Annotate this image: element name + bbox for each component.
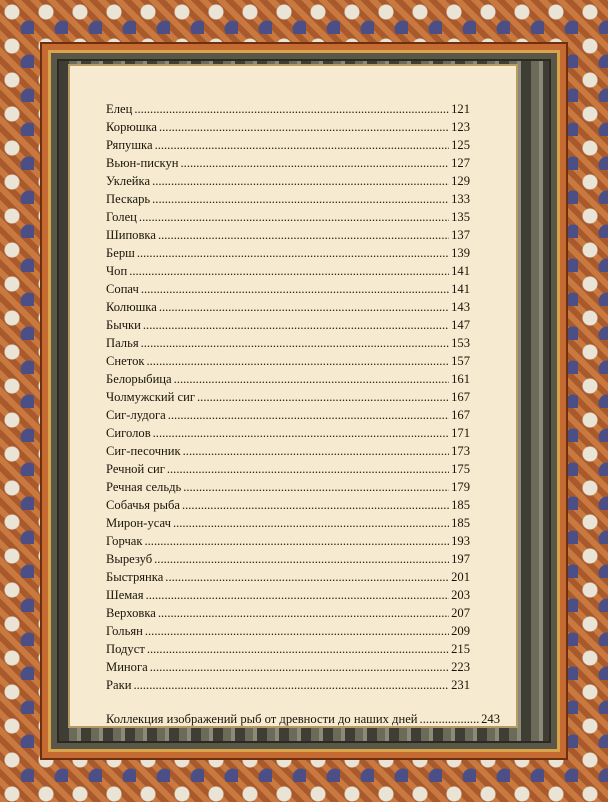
- dot-leader: [173, 514, 449, 532]
- toc-final-entry: [106, 710, 500, 728]
- toc-entry: [106, 136, 470, 154]
- toc-entry-page: 127: [451, 156, 470, 170]
- toc-entry-title: Подуст: [106, 642, 145, 656]
- toc-entry-page: 185: [451, 516, 470, 530]
- toc-entry-page: 203: [451, 588, 470, 602]
- toc-entry: [106, 622, 470, 640]
- dot-leader: [152, 172, 449, 190]
- toc-entry: [106, 262, 470, 280]
- toc-entry: [106, 442, 470, 460]
- toc-entry-title: Верховка: [106, 606, 156, 620]
- ornamental-frame: [40, 42, 568, 760]
- toc-entry: [106, 550, 470, 568]
- toc-entry-page: 197: [451, 552, 470, 566]
- toc-entry-title: Белорыбица: [106, 372, 172, 386]
- dot-leader: [146, 586, 450, 604]
- toc-entry-page: 137: [451, 228, 470, 242]
- toc-entry-page: 193: [451, 534, 470, 548]
- toc-entry-page: 179: [451, 480, 470, 494]
- toc-entry-page: 215: [451, 642, 470, 656]
- toc-entry-page: 133: [451, 192, 470, 206]
- dot-leader: [133, 676, 449, 694]
- toc-entry: [106, 676, 470, 694]
- toc-entry-title: Берш: [106, 246, 135, 260]
- toc-entry-page: 141: [451, 282, 470, 296]
- toc-entry-title: Быстрянка: [106, 570, 164, 584]
- dot-leader: [141, 334, 449, 352]
- toc-entry-title: Снеток: [106, 354, 145, 368]
- dot-leader: [145, 622, 449, 640]
- toc-entry: [106, 514, 470, 532]
- toc-entry-title: Собачья рыба: [106, 498, 180, 512]
- dot-leader: [165, 568, 449, 586]
- contents-panel: [68, 64, 518, 728]
- toc-entry-page: 129: [451, 174, 470, 188]
- toc-entry-page: 201: [451, 570, 470, 584]
- toc-entry-title: Голец: [106, 210, 137, 224]
- toc-entry-title: Речная сельдь: [106, 480, 182, 494]
- toc-entry: [106, 172, 470, 190]
- toc-entry-title: Мирон-усач: [106, 516, 171, 530]
- toc-entry: [106, 226, 470, 244]
- toc-entry-title: Вырезуб: [106, 552, 153, 566]
- toc-entry-title: Сиг-песочник: [106, 444, 181, 458]
- toc-entry-page: 161: [451, 372, 470, 386]
- toc-entry-page: 135: [451, 210, 470, 224]
- toc-entry: [106, 388, 470, 406]
- dot-leader: [159, 298, 449, 316]
- toc-entry-title: Гольян: [106, 624, 143, 638]
- toc-entry: [106, 406, 470, 424]
- dot-leader: [168, 406, 449, 424]
- toc-entry: [106, 298, 470, 316]
- toc-entry: [106, 244, 470, 262]
- dot-leader: [129, 262, 449, 280]
- dot-leader: [181, 154, 450, 172]
- dot-leader: [197, 388, 449, 406]
- dot-leader: [137, 244, 449, 262]
- dot-leader: [152, 190, 449, 208]
- dot-leader: [420, 710, 480, 728]
- dot-leader: [145, 532, 450, 550]
- dot-leader: [141, 280, 449, 298]
- dot-leader: [150, 658, 449, 676]
- toc-entry-title: Коллекция изображений рыб от древности до наших дней: [106, 712, 418, 726]
- toc-entry: [106, 154, 470, 172]
- toc-entry-page: 141: [451, 264, 470, 278]
- toc-entry-title: Сиголов: [106, 426, 151, 440]
- toc-entry: [106, 100, 470, 118]
- toc-entry-page: 185: [451, 498, 470, 512]
- toc-entry-title: Речной сиг: [106, 462, 165, 476]
- toc-entry-page: 153: [451, 336, 470, 350]
- toc-entry: [106, 190, 470, 208]
- dot-leader: [183, 442, 449, 460]
- toc-entry-title: Вьюн-пискун: [106, 156, 179, 170]
- toc-entry-page: 223: [451, 660, 470, 674]
- toc-entry-page: 173: [451, 444, 470, 458]
- toc-entry-title: Сопач: [106, 282, 139, 296]
- toc-entry: [106, 532, 470, 550]
- dot-leader: [182, 496, 449, 514]
- dot-leader: [183, 478, 449, 496]
- toc-entry: [106, 496, 470, 514]
- toc-entry-page: 209: [451, 624, 470, 638]
- table-of-contents: [106, 100, 470, 694]
- toc-entry-page: 167: [451, 408, 470, 422]
- dot-leader: [154, 550, 449, 568]
- toc-entry-title: Корюшка: [106, 120, 157, 134]
- dot-leader: [134, 100, 449, 118]
- toc-entry-title: Горчак: [106, 534, 143, 548]
- toc-entry-title: Палья: [106, 336, 139, 350]
- dot-leader: [139, 208, 449, 226]
- dot-leader: [147, 640, 449, 658]
- dot-leader: [143, 316, 449, 334]
- toc-entry: [106, 208, 470, 226]
- toc-entry-title: Минога: [106, 660, 148, 674]
- toc-entry: [106, 568, 470, 586]
- toc-entry-page: 231: [451, 678, 470, 692]
- toc-entry-page: 147: [451, 318, 470, 332]
- toc-entry: [106, 640, 470, 658]
- toc-entry: [106, 424, 470, 442]
- toc-entry-title: Ряпушка: [106, 138, 153, 152]
- dot-leader: [153, 424, 449, 442]
- dot-leader: [146, 352, 449, 370]
- dot-leader: [159, 118, 449, 136]
- toc-entry-page: 243: [481, 712, 500, 726]
- toc-entry: [106, 370, 470, 388]
- toc-entry: [106, 118, 470, 136]
- toc-entry-title: Елец: [106, 102, 133, 116]
- toc-entry-title: Сиг-лудога: [106, 408, 166, 422]
- toc-entry-page: 167: [451, 390, 470, 404]
- toc-entry-page: 143: [451, 300, 470, 314]
- toc-entry: [106, 460, 470, 478]
- toc-entry-title: Колюшка: [106, 300, 157, 314]
- toc-entry: [106, 280, 470, 298]
- toc-entry-title: Шемая: [106, 588, 144, 602]
- dot-leader: [167, 460, 449, 478]
- dot-leader: [155, 136, 450, 154]
- toc-entry: [106, 316, 470, 334]
- toc-entry-page: 157: [451, 354, 470, 368]
- toc-entry-title: Раки: [106, 678, 132, 692]
- toc-entry: [106, 586, 470, 604]
- toc-entry-title: Бычки: [106, 318, 141, 332]
- toc-entry-page: 123: [451, 120, 470, 134]
- toc-entry: [106, 478, 470, 496]
- toc-entry-page: 207: [451, 606, 470, 620]
- toc-entry-page: 121: [451, 102, 470, 116]
- dot-leader: [174, 370, 449, 388]
- toc-entry: [106, 334, 470, 352]
- toc-entry-page: 171: [451, 426, 470, 440]
- toc-entry-title: Шиповка: [106, 228, 156, 242]
- toc-entry-title: Чолмужский сиг: [106, 390, 196, 404]
- toc-entry-page: 139: [451, 246, 470, 260]
- toc-entry-title: Уклейка: [106, 174, 151, 188]
- toc-entry-page: 125: [451, 138, 470, 152]
- toc-entry: [106, 352, 470, 370]
- toc-entry-title: Пескарь: [106, 192, 151, 206]
- toc-entry: [106, 658, 470, 676]
- toc-entry-page: 175: [451, 462, 470, 476]
- dot-leader: [158, 226, 449, 244]
- toc-entry-title: Чоп: [106, 264, 128, 278]
- toc-entry: [106, 604, 470, 622]
- dot-leader: [158, 604, 449, 622]
